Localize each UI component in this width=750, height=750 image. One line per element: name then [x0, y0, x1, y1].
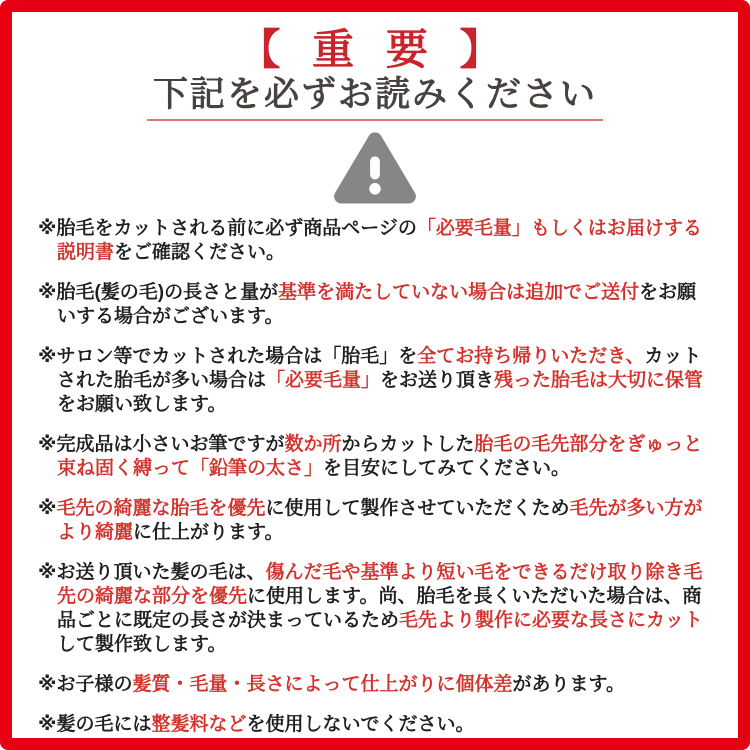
- notice-paragraph: [38, 713, 714, 737]
- notice-paragraph: [38, 497, 714, 545]
- notice-segment: に使用して製作させていただくため: [265, 498, 570, 519]
- notice-segment: ※お送り頂いた髪の毛は、: [38, 562, 266, 583]
- notice-segment: 基準を満たしていない場合は追加でご送付: [278, 282, 640, 303]
- page-subtitle: 下記を必ずお読みください: [147, 76, 603, 121]
- notice-segment: を使用しないでください。: [246, 714, 475, 735]
- notice-segment: して製作致します。: [57, 634, 227, 655]
- warning-icon-row: [12, 127, 738, 207]
- notice-paragraph: [38, 561, 714, 657]
- notice-segment: をお願いする場合がございます。: [57, 282, 697, 327]
- notice-segment: をお送り頂き: [380, 370, 495, 391]
- notice-segment: カットされた胎毛が多い場合は: [57, 346, 702, 391]
- notice-segment: ※: [38, 498, 57, 519]
- notice-segment: ※胎毛(髪の毛)の長さと量が: [38, 282, 279, 303]
- notice-paragraph: [38, 345, 714, 417]
- notice-segment: 毛先より製作に必要な長さにカット: [399, 610, 703, 631]
- notice-paragraph: [38, 433, 714, 481]
- notice-segment: 傷んだ毛や基準より短い毛をできるだけ取り除き毛先の綺麗な部分を優先: [57, 562, 703, 607]
- notice-segment: をお願い致します。: [57, 394, 227, 415]
- notice-segment: 毛先の綺麗な胎毛を優先: [56, 498, 266, 519]
- notice-segment: ※サロン等でカットされた場合は「胎毛」を: [38, 346, 418, 367]
- notice-segment: に仕上がります。: [133, 522, 284, 543]
- notice-segment: をご確認ください。: [114, 242, 286, 263]
- notice-segment: からカットした: [341, 434, 475, 455]
- notice-segment: 整髪料など: [151, 714, 247, 735]
- warning-triangle-icon: [330, 127, 420, 207]
- notice-segment: ※髪の毛には: [38, 714, 152, 735]
- notice-list: [12, 217, 738, 737]
- notice-segment: ※完成品は小さいお筆ですが: [38, 434, 285, 455]
- notice-segment: を目安にしてみてください。: [323, 458, 571, 479]
- notice-paragraph: [38, 281, 714, 329]
- notice-paragraph: [38, 673, 714, 697]
- notice-segment: 毛先が多い方がより綺麗: [57, 498, 703, 543]
- notice-segment: 残った胎毛は大切に保管: [494, 370, 704, 391]
- notice-segment: ※お子様の: [38, 674, 133, 695]
- page-title: 【 重 要 】: [238, 26, 512, 73]
- notice-segment: に使用します。尚、胎毛を長くいただいた場合は、商品ごとに既定の長さが決まっているため: [57, 586, 702, 631]
- notice-segment: があります。: [512, 674, 625, 695]
- notice-segment: ※胎毛をカットされる前に必ず商品ページの: [38, 218, 417, 239]
- notice-segment: 髪質・毛量・長さによって仕上がりに個体差: [132, 674, 513, 695]
- notice-segment: 全てお持ち帰りいただき、: [417, 346, 645, 367]
- page-subtitle-row: [12, 76, 738, 121]
- notice-segment: 「必要毛量」もしくはお届けする説明書: [57, 218, 702, 263]
- notice-segment: 「必要毛量」: [266, 370, 381, 391]
- notice-paragraph: [38, 217, 714, 265]
- notice-segment: 胎毛の毛先部分をぎゅっと束ね固く縛って「鉛筆の太さ」: [57, 434, 703, 479]
- notice-segment: 数か所: [284, 434, 342, 455]
